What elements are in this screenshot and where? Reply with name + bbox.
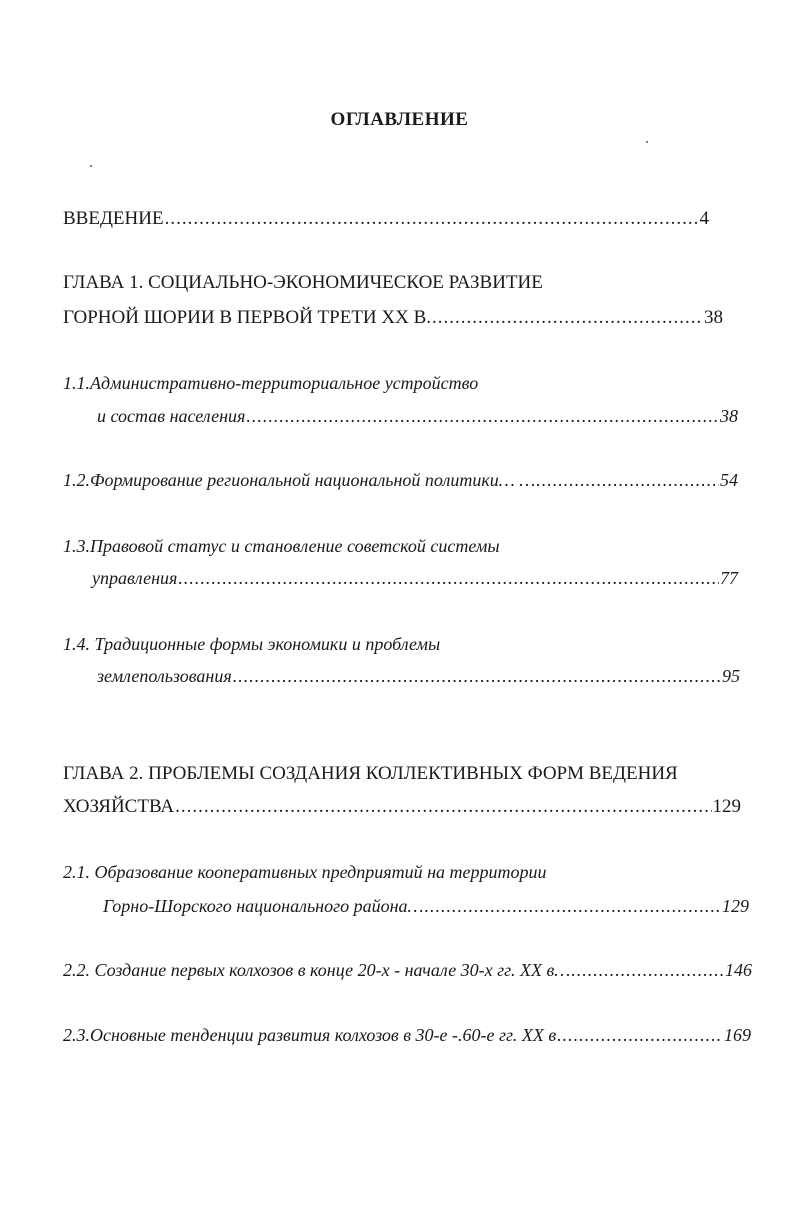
toc-entry-text: ВВЕДЕНИЕ bbox=[63, 208, 164, 229]
toc-page-number: 77 bbox=[720, 568, 738, 588]
toc-section-1-4 bbox=[97, 666, 740, 687]
toc-page-number: 54 bbox=[720, 470, 738, 490]
toc-entry-text: 1.2.Формирование региональной национальной политики… … bbox=[63, 470, 536, 490]
toc-section-2-1-line1: 2.1. Образование кооперативных предприятий на территории bbox=[63, 862, 547, 882]
toc-entry-text: ГОРНОЙ ШОРИИ В ПЕРВОЙ ТРЕТИ XX В. bbox=[63, 307, 432, 328]
toc-entry-text: и состав населения bbox=[97, 406, 246, 426]
dot-leader bbox=[165, 208, 699, 230]
toc-page-number: 169 bbox=[724, 1025, 751, 1045]
toc-entry-text: управления bbox=[92, 568, 178, 588]
toc-page-number: 129 bbox=[722, 896, 749, 916]
toc-page-number: 38 bbox=[704, 307, 723, 328]
dot-leader bbox=[571, 960, 724, 981]
toc-entry-text: землепользования bbox=[97, 666, 232, 686]
toc-section-2-1 bbox=[103, 896, 749, 917]
scan-speck bbox=[646, 141, 648, 143]
toc-page-number: 146 bbox=[725, 960, 752, 980]
toc-section-2-3 bbox=[63, 1025, 751, 1046]
toc-page-number: 4 bbox=[699, 208, 709, 229]
toc-entry-text: 2.2. Создание первых колхозов в конце 20-х - начале 30-х гг. XX в… bbox=[63, 960, 571, 980]
toc-section-1-1 bbox=[97, 406, 738, 427]
toc-page-number: 38 bbox=[720, 406, 738, 426]
toc-section-1-3 bbox=[92, 568, 738, 589]
dot-leader bbox=[425, 896, 721, 917]
dot-leader bbox=[557, 1025, 723, 1046]
toc-entry-text: 2.3.Основные тенденции развития колхозов в 30-е -.60-е гг. XX в bbox=[63, 1025, 557, 1045]
toc-section-1-1-line1: 1.1.Административно-территориальное устройство bbox=[63, 373, 479, 393]
toc-section-2-2 bbox=[63, 960, 752, 981]
toc-entry-text: Горно-Шорского национального района… bbox=[103, 896, 424, 916]
toc-entry-intro bbox=[63, 208, 709, 230]
dot-leader bbox=[178, 568, 719, 589]
scan-speck bbox=[90, 165, 92, 167]
dot-leader bbox=[246, 406, 719, 427]
toc-section-1-4-line1: 1.4. Традиционные формы экономики и проблемы bbox=[63, 634, 441, 654]
dot-leader bbox=[233, 666, 721, 687]
toc-page-number: 95 bbox=[722, 666, 740, 686]
dot-leader bbox=[536, 470, 719, 491]
page-title: ОГЛАВЛЕНИЕ bbox=[330, 109, 469, 130]
toc-chapter-1 bbox=[63, 307, 723, 329]
toc-entry-text: ХОЗЯЙСТВА bbox=[63, 796, 175, 817]
toc-section-1-2 bbox=[63, 470, 738, 491]
dot-leader bbox=[432, 307, 703, 329]
toc-chapter-2 bbox=[63, 796, 741, 818]
toc-page-number: 129 bbox=[712, 796, 741, 817]
dot-leader bbox=[175, 796, 711, 818]
toc-section-1-3-line1: 1.3.Правовой статус и становление советской системы bbox=[63, 536, 500, 556]
toc-chapter-2-line1: ГЛАВА 2. ПРОБЛЕМЫ СОЗДАНИЯ КОЛЛЕКТИВНЫХ ФОРМ ВЕДЕНИЯ bbox=[63, 763, 678, 784]
toc-chapter-1-line1: ГЛАВА 1. СОЦИАЛЬНО-ЭКОНОМИЧЕСКОЕ РАЗВИТИЕ bbox=[63, 272, 543, 293]
